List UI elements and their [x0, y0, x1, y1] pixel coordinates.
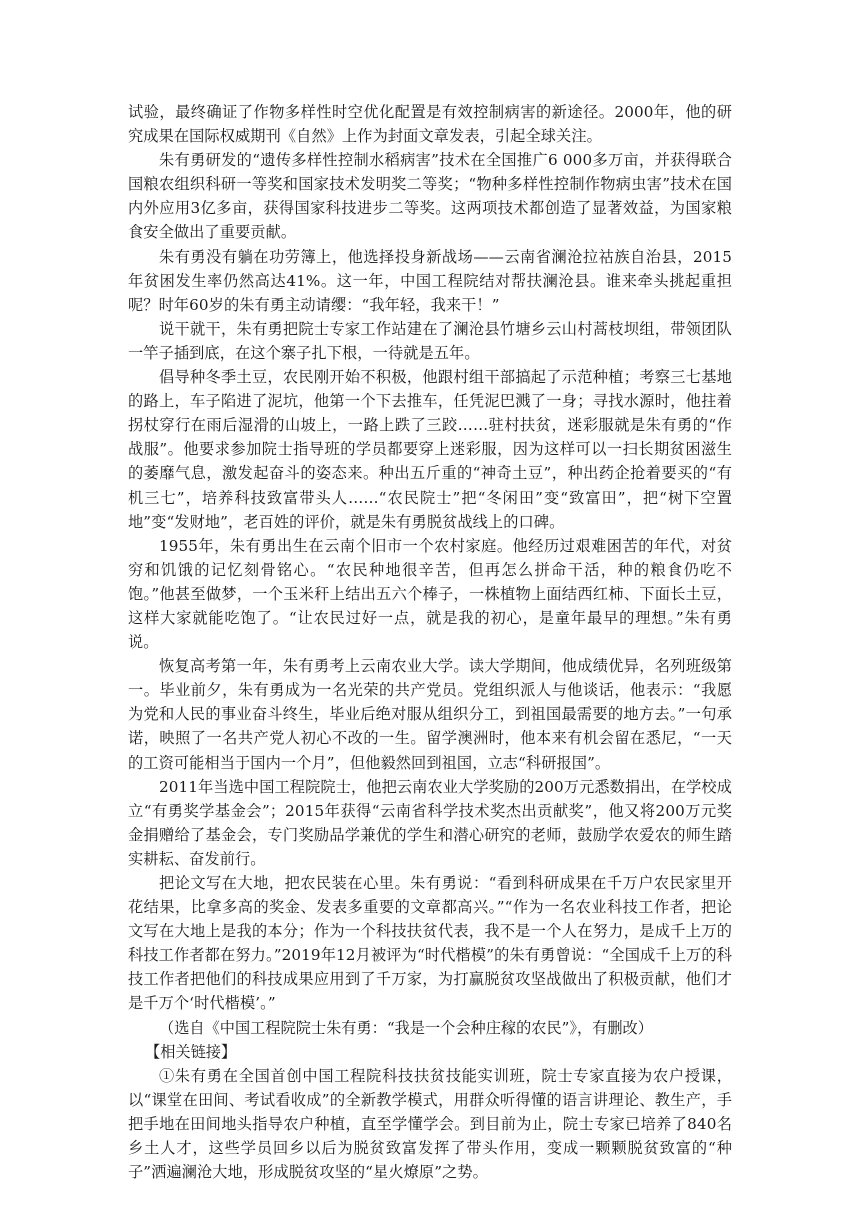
document-page — [128, 100, 732, 1184]
source-citation: （选自《中国工程院院士朱有勇：“我是一个会种庄稼的农民”》，有删改） — [159, 1018, 653, 1037]
paragraph-intro-continued: 试验，最终确证了作物多样性时空优化配置是有效控制病害的新途径。2000年，他的研究成果在国际权威期刊《自然》上作为封面文章发表，引起全球关注。 — [128, 103, 732, 146]
paragraph-workstation: 说干就干，朱有勇把院士专家工作站建在了澜沧县竹塘乡云山村蒿枝坝组，带领团队一竿子插到底，在这个寨子扎下根，一待就是五年。 — [128, 319, 732, 362]
related-links-heading: 【相关链接】 — [145, 1042, 237, 1061]
related-link-item: ①朱有勇在全国首创中国工程院科技扶贫技能实训班，院士专家直接为农户授课，以“课堂在田间、考试看收成”的全新教学模式，用群众听得懂的语言讲理论、教生产，手把手地在田间地头指导农户种植，直至学懂学会。到目前为止，院士专家已培养了840名乡土人才，这些学员回乡以后为脱贫致富发挥了带头作用，变成一颗颗脱贫致富的“种子”洒遍澜沧大地，形成脱贫攻坚的“星火燎原”之势。 — [128, 1066, 732, 1182]
paragraph-childhood: 1955年，朱有勇出生在云南个旧市一个农村家庭。他经历过艰难困苦的年代，对贫穷和饥饿的记忆刻骨铭心。“农民种地很辛苦，但再怎么拼命干活，种的粮食仍吃不饱。”他甚至做梦，一个玉米秆上结出五六个棒子，一株植物上面结西红柿、下面长土豆，这样大家就能吃饱了。“让农民过好一点，就是我的初心，是童年最早的理想。”朱有勇说。 — [128, 536, 732, 652]
paragraph-winter-potato: 倡导种冬季土豆，农民刚开始不积极，他跟村组干部搞起了示范种植；考察三七基地的路上，车子陷进了泥坑，他第一个下去推车，任凭泥巴溅了一身；寻找水源时，他拄着拐杖穿行在雨后湿滑的山坡上，一路上跌了三跤……驻村扶贫，迷彩服就是朱有勇的“作战服”。他要求参加院士指导班的学员都要穿上迷彩服，因为这样可以一扫长期贫困滋生的萎靡气息，激发起奋斗的姿态来。种出五斤重的“神奇土豆”，种出药企抢着要买的“有机三七”，培养科技致富带头人……“农民院士”把“冬闲田”变“致富田”，把“树下空置地”变“发财地”，老百姓的评价，就是朱有勇脱贫战线上的口碑。 — [128, 368, 732, 531]
paragraph-lancang-county: 朱有勇没有躺在功劳簿上，他选择投身新战场——云南省澜沧拉祜族自治县，2015年贫困发生率仍然高达41%。这一年，中国工程院结对帮扶澜沧县。谁来牵头挑起重担呢？时年60岁的朱有勇主动请缨：“我年轻，我来干！” — [128, 247, 732, 314]
paragraph-scholarship-fund: 2011年当选中国工程院院士，他把云南农业大学奖励的200万元悉数捐出，在学校成立“有勇奖学基金会”；2015年获得“云南省科学技术奖杰出贡献奖”，他又将200万元奖金捐赠给了基金会，专门奖励品学兼优的学生和潜心研究的老师，鼓励学农爱农的师生踏实耕耘、奋发前行。 — [128, 777, 732, 868]
paragraph-university: 恢复高考第一年，朱有勇考上云南农业大学。读大学期间，他成绩优异，名列班级第一。毕业前夕，朱有勇成为一名光荣的共产党员。党组织派人与他谈话，他表示：“我愿为党和人民的事业奋斗终生，毕业后绝对服从组织分工，到祖国最需要的地方去。”一句承诺，映照了一名共产党人初心不改的一生。留学澳洲时，他本来有机会留在悉尼，“一天的工资可能相当于国内一个月”，但他毅然回到祖国，立志“科研报国”。 — [128, 657, 732, 772]
paragraph-paper-on-land: 把论文写在大地，把农民装在心里。朱有勇说：“看到科研成果在千万户农民家里开花结果，比拿多高的奖金、发表多重要的文章都高兴。”“作为一名农业科技工作者，把论文写在大地上是我的本分；作为一个科技扶贫代表，我不是一个人在努力，是成千上万的科技工作者都在努力。”2019年12月被评为“时代楷模”的朱有勇曾说：“全国成千上万的科技工作者把他们的科技成果应用到了千万家，为打赢脱贫攻坚战做出了积极贡献，他们才是千万个‘时代楷模’。” — [128, 874, 732, 1013]
paragraph-technology-awards: 朱有勇研发的“遗传多样性控制水稻病害”技术在全国推广6 000多万亩，并获得联合国粮农组织科研一等奖和国家技术发明奖二等奖；“物种多样性控制作物病虫害”技术在国内外应用3亿多亩，获得国家科技进步二等奖。这两项技术都创造了显著效益，为国家粮食安全做出了重要贡献。 — [128, 151, 732, 242]
